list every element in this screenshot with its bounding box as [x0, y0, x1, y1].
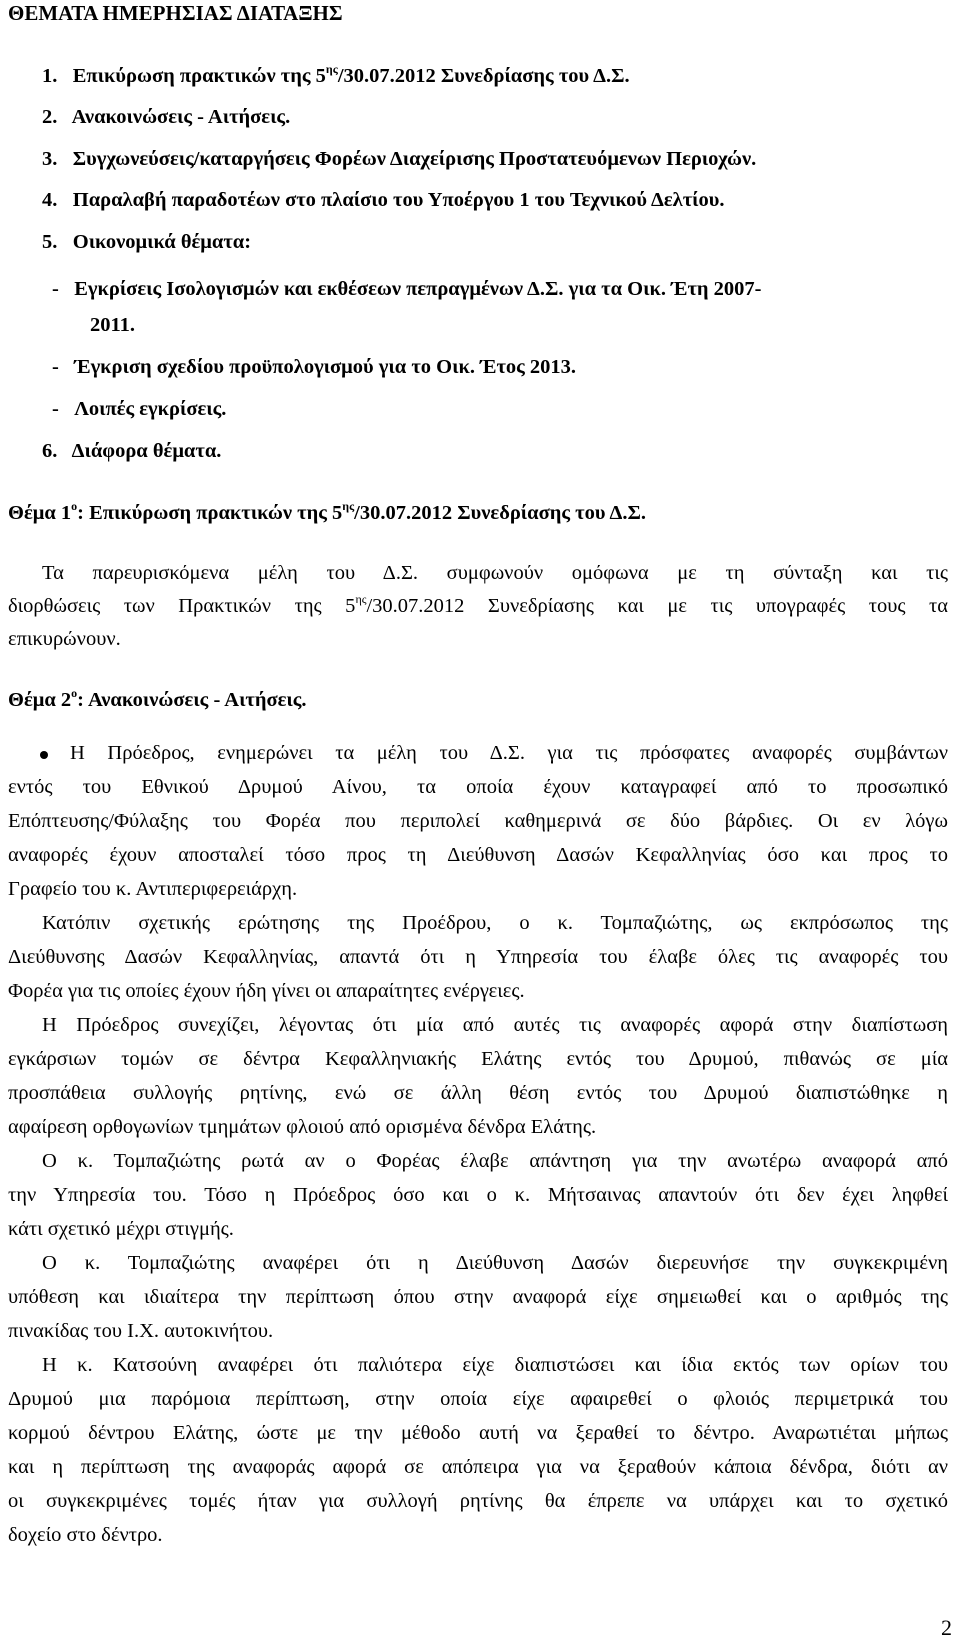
text: διορθώσεις των Πρακτικών της 5 — [8, 595, 356, 617]
paragraph-line: Ο κ. Τομπαζιώτης ρωτά αν ο Φορέας έλαβε απάντηση για την ανωτέρω αναφορά από — [42, 1150, 948, 1172]
agenda-item — [42, 229, 251, 255]
paragraph-line: και η περίπτωση της αναφοράς αφορά σε απόπειρα για να ξεραθούν κάποια δένδρα, διότι αν — [8, 1456, 948, 1478]
agenda-item — [42, 63, 630, 89]
page-number: 2 — [941, 1615, 952, 1640]
topic2-heading — [8, 687, 307, 713]
paragraph-line: προσπάθεια συλλογής ρητίνης, ενώ σε άλλη θέση εντός του Δρυμού διαπιστώθηκε η — [8, 1082, 948, 1104]
topic1-heading — [8, 500, 646, 526]
subitem-text: Εγκρίσεις Ισολογισμών και εκθέσεων πεπραγμένων Δ.Σ. για τα Οικ. Έτη 2007- — [74, 278, 762, 300]
bullet-icon — [40, 751, 48, 759]
subitem-text: Έγκριση σχεδίου προϋπολογισμού για το Οικ. Έτος 2013. — [74, 356, 577, 378]
agenda-item — [42, 146, 756, 172]
paragraph-line: Φορέα για τις οποίες έχουν ήδη γίνει οι απαραίτητες ενέργειες. — [8, 980, 525, 1002]
paragraph-line: πινακίδας του Ι.Χ. αυτοκινήτου. — [8, 1320, 274, 1342]
heading-text: Θέμα 1 — [8, 502, 72, 524]
paragraph-line: κάτι σχετικό μέχρι στιγμής. — [8, 1218, 234, 1240]
paragraph-line: εγκάρσιων τομών σε δέντρα Κεφαλληνιακής Ελάτης εντός του Δρυμού, πιθανώς σε μία — [8, 1048, 948, 1070]
paragraph-line: Η Πρόεδρος, ενημερώνει τα μέλη του Δ.Σ. για τις πρόσφατες αναφορές συμβάντων — [70, 742, 948, 764]
superscript: ης — [355, 592, 367, 606]
paragraph-line: αναφορές έχουν αποσταλεί τόσο προς τη Διεύθυνση Δασών Κεφαλληνίας όσο και προς το — [8, 844, 948, 866]
text: /30.07.2012 Συνεδρίασης και με τις υπογραφές τους τα — [366, 595, 948, 617]
paragraph-line: Διεύθυνσης Δασών Κεφαλληνίας, απαντά ότι η Υπηρεσία του έλαβε όλες τις αναφορές του — [8, 946, 948, 968]
item-number: 5. — [42, 231, 58, 253]
subitem-text: Λοιπές εγκρίσεις. — [74, 398, 227, 420]
item-number: 3. — [42, 148, 58, 170]
agenda-subitem — [52, 396, 226, 422]
paragraph-line: οι συγκεκριμένες τομές ήταν για συλλογή ρητίνης θα έπρεπε να υπάρχει και το σχετικό — [8, 1490, 948, 1512]
agenda-subitem-continuation: 2011. — [90, 314, 135, 336]
paragraph-line: Η Πρόεδρος συνεχίζει, λέγοντας ότι μία από αυτές τις αναφορές αφορά στην διαπίστωση — [42, 1014, 948, 1036]
paragraph-line — [8, 593, 948, 619]
superscript: ο — [71, 499, 78, 513]
paragraph-line: την Υπηρεσία του. Τόσο η Πρόεδρος όσο και ο κ. Μήτσαινας απαντούν ότι δεν έχει ληφθεί — [8, 1184, 948, 1206]
item-text: Ανακοινώσεις - Αιτήσεις. — [71, 106, 291, 128]
heading-text: /30.07.2012 Συνεδρίασης του Δ.Σ. — [354, 502, 647, 524]
heading-text: : Επικύρωση πρακτικών της 5 — [77, 502, 343, 524]
paragraph-line: Τα παρευρισκόμενα μέλη του Δ.Σ. συμφωνούν ομόφωνα με τη σύνταξη και τις — [42, 562, 948, 584]
item-number: 6. — [42, 440, 58, 462]
dash: - — [52, 398, 59, 420]
agenda-subitem — [52, 276, 762, 302]
heading-text: : Ανακοινώσεις - Αιτήσεις. — [77, 689, 307, 711]
superscript: ης — [325, 62, 338, 76]
agenda-item — [42, 438, 221, 464]
item-text: Οικονομικά θέματα: — [72, 231, 252, 253]
paragraph-line: Ο κ. Τομπαζιώτης αναφέρει ότι η Διεύθυνση Δασών διερευνήσε την συγκεκριμένη — [42, 1252, 948, 1274]
item-number: 4. — [42, 189, 58, 211]
paragraph-line: επικυρώνουν. — [8, 628, 121, 650]
paragraph-line: εντός του Εθνικού Δρυμού Αίνου, τα οποία έχουν καταγραφεί από το προσωπικό — [8, 776, 948, 798]
item-text: Συγχωνεύσεις/καταργήσεις Φορέων Διαχείρισης Προστατευόμενων Περιοχών. — [72, 148, 757, 170]
superscript: ης — [342, 499, 355, 513]
dash: - — [52, 278, 59, 300]
paragraph-line: Κατόπιν σχετικής ερώτησης της Προέδρου, ο κ. Τομπαζιώτης, ως εκπρόσωπος της — [42, 912, 948, 934]
paragraph-line: Η κ. Κατσούνη αναφέρει ότι παλιότερα είχε διαπιστώσει και ίδια εκτός των ορίων του — [42, 1354, 948, 1376]
paragraph-line: κορμού δέντρου Ελάτης, ώστε με την μέθοδο αυτή να ξεραθεί το δέντρο. Αναρωτιέται μήπως — [8, 1422, 948, 1444]
agenda-item — [42, 104, 290, 130]
dash: - — [52, 356, 59, 378]
item-text: Διάφορα θέματα. — [71, 440, 222, 462]
agenda-item — [42, 187, 725, 213]
paragraph-line: αφαίρεση ορθογωνίων τμημάτων φλοιού από ορισμένα δένδρα Ελάτης. — [8, 1116, 597, 1138]
agenda-subitem — [52, 354, 576, 380]
agenda-title: ΘΕΜΑΤΑ ΗΜΕΡΗΣΙΑΣ ΔΙΑΤΑΞΗΣ — [8, 1, 343, 25]
superscript: ο — [71, 686, 78, 700]
item-number: 1. — [42, 65, 58, 87]
item-text: Παραλαβή παραδοτέων στο πλαίσιο του Υποέργου 1 του Τεχνικού Δελτίου. — [72, 189, 725, 211]
paragraph-line: Επόπτευσης/Φύλαξης του Φορέα που περιπολεί καθημερινά σε δύο βάρδιες. Οι εν λόγω — [8, 810, 948, 832]
paragraph-line: Γραφείο του κ. Αντιπεριφερειάρχη. — [8, 878, 298, 900]
item-text: /30.07.2012 Συνεδρίασης του Δ.Σ. — [337, 65, 630, 87]
item-text: Επικύρωση πρακτικών της 5 — [72, 65, 326, 87]
paragraph-line: Δρυμού μια παρόμοια περίπτωση, στην οποία είχε αφαιρεθεί ο φλοιός περιμετρικά του — [8, 1388, 948, 1410]
paragraph-line: υπόθεση και ιδιαίτερα την περίπτωση όπου στην αναφορά είχε σημειωθεί και ο αριθμός της — [8, 1286, 948, 1308]
paragraph-line: δοχείο στο δέντρο. — [8, 1524, 163, 1546]
heading-text: Θέμα 2 — [8, 689, 72, 711]
item-number: 2. — [42, 106, 58, 128]
